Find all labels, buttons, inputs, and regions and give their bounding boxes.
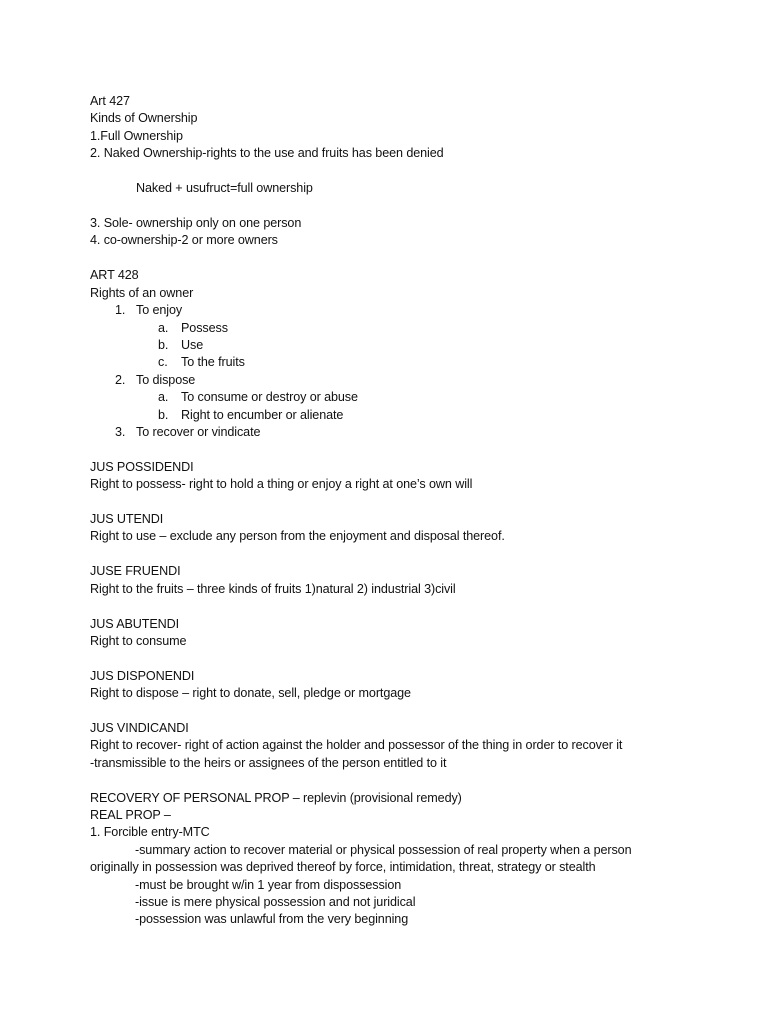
- forcible-entry-detail: -possession was unlawful from the very beginning: [135, 912, 409, 926]
- sub-letter: a.: [158, 321, 169, 335]
- sub-letter: b.: [158, 338, 169, 352]
- list-number: 3.: [115, 425, 126, 439]
- recovery-real: REAL PROP –: [90, 808, 171, 822]
- sub-letter: a.: [158, 390, 169, 404]
- jus-disponendi-text: Right to dispose – right to donate, sell, pledge or mortgage: [90, 686, 411, 700]
- forcible-entry-detail: -issue is mere physical possession and not juridical: [135, 895, 416, 909]
- juse-fruendi-text: Right to the fruits – three kinds of fruits 1)natural 2) industrial 3)civil: [90, 582, 456, 596]
- list-number: 1.: [115, 303, 126, 317]
- sub-item-fruits: To the fruits: [181, 355, 245, 369]
- jus-vindicandi-title: JUS VINDICANDI: [90, 721, 189, 735]
- art427-item-2: 2. Naked Ownership-rights to the use and fruits has been denied: [90, 146, 444, 160]
- list-item-recover: To recover or vindicate: [136, 425, 261, 439]
- jus-abutendi-text: Right to consume: [90, 634, 187, 648]
- art428-heading: ART 428: [90, 268, 139, 282]
- sub-item-consume: To consume or destroy or abuse: [181, 390, 358, 404]
- sub-item-possess: Possess: [181, 321, 228, 335]
- jus-possidendi-text: Right to possess- right to hold a thing or enjoy a right at one’s own will: [90, 477, 473, 491]
- art427-item-3: 3. Sole- ownership only on one person: [90, 216, 302, 230]
- forcible-entry-detail: -must be brought w/in 1 year from dispossession: [135, 878, 402, 892]
- jus-vindicandi-text: Right to recover- right of action against the holder and possessor of the thing in order to recover it: [90, 738, 623, 752]
- art427-title: Kinds of Ownership: [90, 111, 198, 125]
- sub-letter: b.: [158, 408, 169, 422]
- jus-disponendi-title: JUS DISPONENDI: [90, 669, 195, 683]
- sub-item-use: Use: [181, 338, 204, 352]
- jus-utendi-text: Right to use – exclude any person from the enjoyment and disposal thereof.: [90, 529, 505, 543]
- sub-item-encumber: Right to encumber or alienate: [181, 408, 344, 422]
- jus-possidendi-title: JUS POSSIDENDI: [90, 460, 194, 474]
- list-item-dispose: To dispose: [136, 373, 196, 387]
- forcible-entry-detail: -summary action to recover material or physical possession of real property when a person: [135, 843, 632, 857]
- sub-letter: c.: [158, 355, 168, 369]
- jus-abutendi-title: JUS ABUTENDI: [90, 617, 180, 631]
- list-number: 2.: [115, 373, 126, 387]
- art427-item-1: 1.Full Ownership: [90, 129, 183, 143]
- jus-vindicandi-text-2: -transmissible to the heirs or assignees of the person entitled to it: [90, 756, 447, 770]
- list-item-enjoy: To enjoy: [136, 303, 183, 317]
- art427-heading: Art 427: [90, 94, 130, 108]
- jus-utendi-title: JUS UTENDI: [90, 512, 164, 526]
- forcible-entry-detail: originally in possession was deprived thereof by force, intimidation, threat, strategy or stealth: [90, 860, 596, 874]
- art428-title: Rights of an owner: [90, 286, 194, 300]
- recovery-personal: RECOVERY OF PERSONAL PROP – replevin (provisional remedy): [90, 791, 462, 805]
- forcible-entry: 1. Forcible entry-MTC: [90, 825, 210, 839]
- juse-fruendi-title: JUSE FRUENDI: [90, 564, 181, 578]
- art427-formula: Naked + usufruct=full ownership: [136, 181, 313, 195]
- art427-item-4: 4. co-ownership-2 or more owners: [90, 233, 278, 247]
